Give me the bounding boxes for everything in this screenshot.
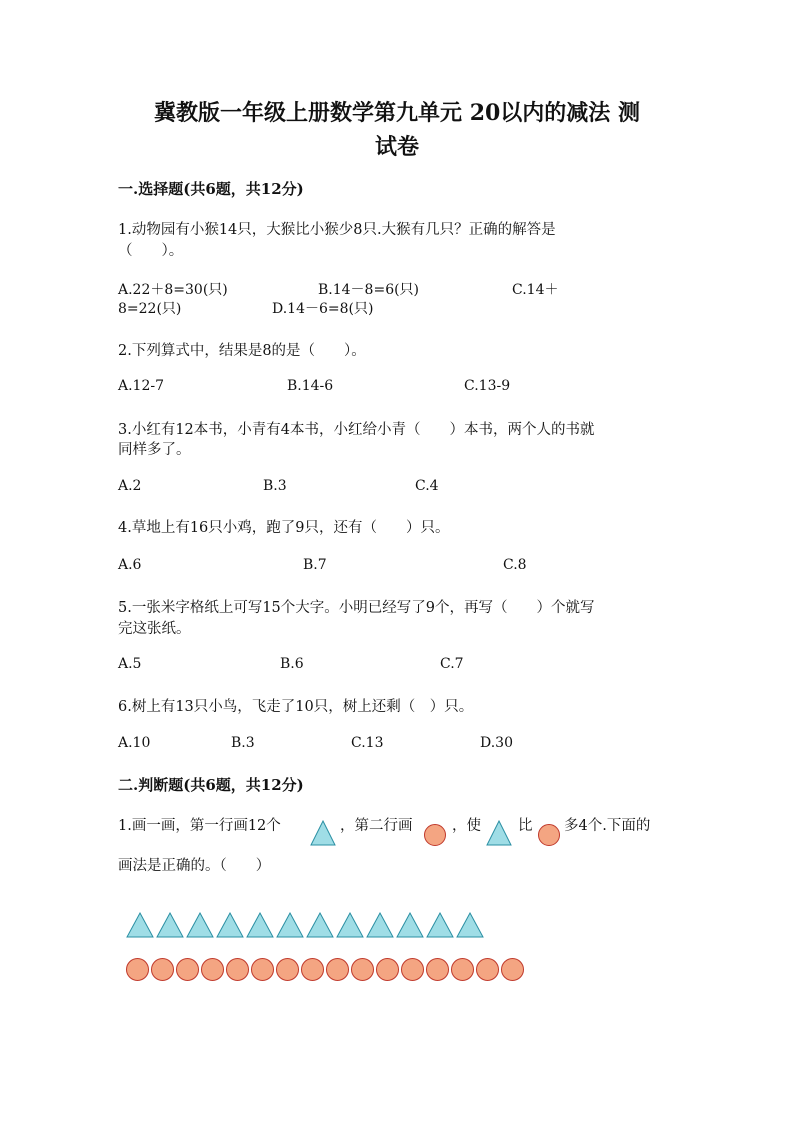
row-circle-icon <box>276 958 299 981</box>
q1-option-a: A.22＋8=30(只) <box>118 282 228 298</box>
circle-row <box>126 958 546 984</box>
question-2-text: 2.下列算式中，结果是8的是（ ）。 <box>118 343 366 359</box>
question-4-text: 4.草地上有16只小鸡，跑了9只，还有（ ）只。 <box>118 520 450 536</box>
q1-option-b: B.14－8=6(只) <box>318 282 420 298</box>
row-triangle-icon <box>216 912 244 938</box>
title-line-1: 冀教版一年级上册数学第九单元 20以内的减法 测 <box>154 100 640 126</box>
q3-option-b: B.3 <box>263 478 287 494</box>
row-circle-icon <box>376 958 399 981</box>
judge-1-part-4: 比 <box>518 818 533 834</box>
question-1-text-cont: （ ）。 <box>118 243 184 259</box>
row-circle-icon <box>201 958 224 981</box>
judge-1-part-2: ，第二行画 <box>340 818 413 834</box>
judge-1-part-5: 多4个.下面的 <box>564 818 651 834</box>
row-circle-icon <box>126 958 149 981</box>
question-6-text: 6.树上有13只小鸟，飞走了10只，树上还剩（ ）只。 <box>118 699 474 715</box>
section-heading-judge: 二.判断题(共6题，共12分) <box>118 776 304 794</box>
q6-option-d: D.30 <box>480 735 513 751</box>
section-heading-choice: 一.选择题(共6题，共12分) <box>118 180 304 198</box>
row-circle-icon <box>451 958 474 981</box>
row-triangle-icon <box>276 912 304 938</box>
row-triangle-icon <box>456 912 484 938</box>
q2-option-a: A.12-7 <box>118 378 165 394</box>
row-triangle-icon <box>186 912 214 938</box>
row-circle-icon <box>426 958 449 981</box>
question-1-text: 1.动物园有小猴14只，大猴比小猴少8只.大猴有几只？正确的解答是 <box>118 222 556 238</box>
row-circle-icon <box>226 958 249 981</box>
inline-circle-icon-1 <box>424 824 446 846</box>
title-line-2: 试卷 <box>374 134 419 160</box>
row-triangle-icon <box>156 912 184 938</box>
q6-option-a: A.10 <box>118 735 151 751</box>
q2-option-b: B.14-6 <box>287 378 334 394</box>
row-circle-icon <box>251 958 274 981</box>
q3-option-c: C.4 <box>415 478 439 494</box>
row-triangle-icon <box>126 912 154 938</box>
inline-triangle-icon-1 <box>310 820 336 846</box>
inline-circle-icon-2 <box>538 824 560 846</box>
judge-1-part-1: 1.画一画，第一行画12个 <box>118 818 281 834</box>
q1-option-c-cont: 8=22(只) <box>118 301 182 317</box>
q5-option-a: A.5 <box>118 656 142 672</box>
row-triangle-icon <box>306 912 334 938</box>
row-circle-icon <box>176 958 199 981</box>
row-triangle-icon <box>336 912 364 938</box>
triangle-row <box>126 912 526 940</box>
q5-option-b: B.6 <box>280 656 304 672</box>
q6-option-c: C.13 <box>351 735 384 751</box>
row-triangle-icon <box>366 912 394 938</box>
row-triangle-icon <box>396 912 424 938</box>
row-triangle-icon <box>426 912 454 938</box>
judge-1-part-3: ，使 <box>452 818 481 834</box>
question-3-text: 3.小红有12本书，小青有4本书，小红给小青（ ）本书，两个人的书就 <box>118 422 595 438</box>
q4-option-b: B.7 <box>303 557 327 573</box>
q1-option-c: C.14＋ <box>512 282 559 298</box>
q4-option-a: A.6 <box>118 557 142 573</box>
inline-triangle-icon-2 <box>486 820 512 846</box>
question-5-text: 5.一张米字格纸上可写15个大字。小明已经写了9个，再写（ ）个就写 <box>118 600 595 616</box>
row-circle-icon <box>326 958 349 981</box>
q2-option-c: C.13-9 <box>464 378 511 394</box>
q5-option-c: C.7 <box>440 656 464 672</box>
q1-option-d: D.14－6=8(只) <box>272 301 374 317</box>
row-circle-icon <box>476 958 499 981</box>
page-title <box>120 96 674 164</box>
row-circle-icon <box>401 958 424 981</box>
q3-option-a: A.2 <box>118 478 142 494</box>
row-triangle-icon <box>246 912 274 938</box>
q6-option-b: B.3 <box>231 735 255 751</box>
judge-1-text-cont: 画法是正确的。（ ） <box>118 858 271 874</box>
row-circle-icon <box>301 958 324 981</box>
row-circle-icon <box>501 958 524 981</box>
row-circle-icon <box>151 958 174 981</box>
row-circle-icon <box>351 958 374 981</box>
q4-option-c: C.8 <box>503 557 527 573</box>
question-5-text-cont: 完这张纸。 <box>118 621 191 637</box>
question-3-text-cont: 同样多了。 <box>118 442 191 458</box>
